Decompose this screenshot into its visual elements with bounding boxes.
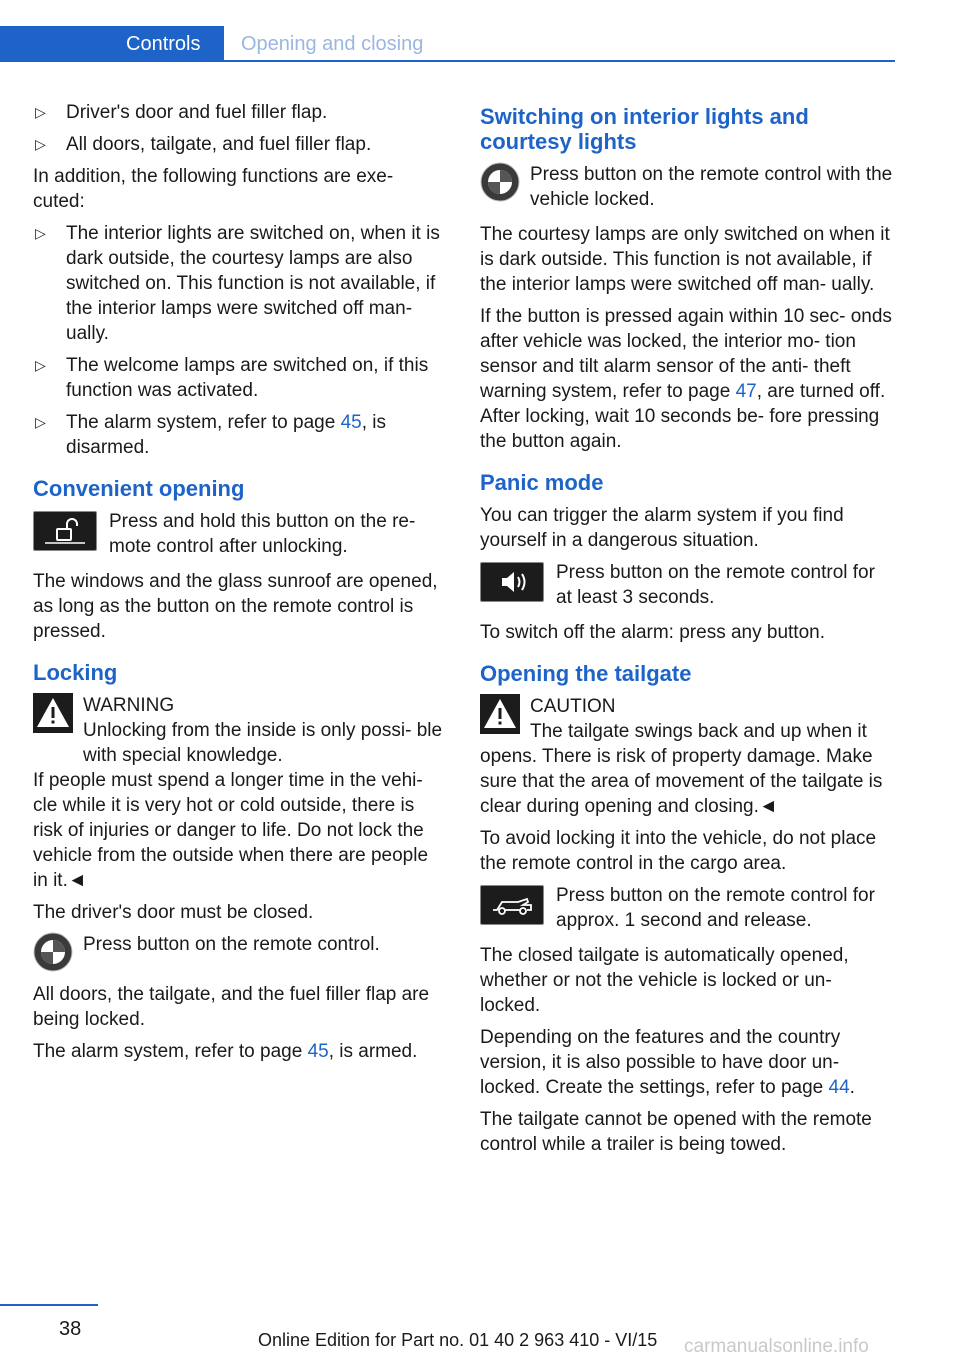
list-triangle-icon: ▷ xyxy=(35,104,46,120)
edition-text: Online Edition for Part no. 01 40 2 963 410 - VI/15 xyxy=(258,1330,658,1350)
convenient-button-text: Press and hold this button on the re‐ mote control after unlocking. xyxy=(109,511,416,557)
lights-button-text: Press button on the remote control with the vehicle locked. xyxy=(530,164,893,210)
lock-button-row xyxy=(33,932,448,972)
page-header xyxy=(0,26,895,62)
warning-triangle-icon xyxy=(33,693,73,733)
list-item: ▷ Driver's door and fuel filler flap. xyxy=(35,102,328,123)
page-link-45[interactable]: 45 xyxy=(307,1041,329,1062)
tailgate-button-row xyxy=(480,883,896,933)
heading-opening-tailgate: Opening the tailgate xyxy=(480,661,692,686)
section-label[interactable]: Opening and closing xyxy=(241,33,424,55)
caution-body: opens. There is risk of property damage. Make sure that the area of movement of the tailgate is clear during opening and closing.◄ xyxy=(480,746,883,817)
list-item: ▷ The alarm system, refer to page 45, is disarmed. xyxy=(35,412,386,458)
heading-interior-lights: Switching on interior lights and courtesy lights xyxy=(480,104,809,154)
tailgate-car-icon xyxy=(480,885,544,925)
functions-list xyxy=(33,221,448,460)
panic-button-row xyxy=(480,560,896,610)
list-triangle-icon: ▷ xyxy=(35,136,46,152)
functions-intro: In addition, the following functions are exe‐ cuted: xyxy=(33,166,394,212)
tailgate-body-1: The closed tailgate is automatically opened, whether or not the vehicle is locked or un‐ locked. xyxy=(480,945,849,1016)
heading-locking: Locking xyxy=(33,660,118,685)
chapter-tab[interactable] xyxy=(0,26,224,62)
armed-text: The alarm system, refer to page 45, is armed. xyxy=(33,1041,418,1062)
warning-triangle-icon xyxy=(480,694,520,734)
convenient-body: The windows and the glass sunroof are opened, as long as the button on the remote control is pressed. xyxy=(33,571,438,642)
caution-text: The tailgate swings back and up when it xyxy=(530,721,867,742)
tailgate-button-text: Press button on the remote control for approx. 1 second and release. xyxy=(556,885,875,931)
tailgate-body-3: The tailgate cannot be opened with the remote control while a trailer is being towed. xyxy=(480,1109,872,1155)
heading-panic-mode: Panic mode xyxy=(480,470,604,495)
caution-block xyxy=(480,694,896,744)
page-link-47[interactable]: 47 xyxy=(735,381,757,402)
avoid-text: To avoid locking it into the vehicle, do not place the remote control in the cargo area. xyxy=(480,828,877,874)
chapter-label: Controls xyxy=(126,33,201,55)
page-link-44[interactable]: 44 xyxy=(828,1077,850,1098)
page-number: 38 xyxy=(59,1318,82,1340)
panic-button-text: Press button on the remote control for at least 3 seconds. xyxy=(556,562,875,608)
list-item: ▷ All doors, tailgate, and fuel filler flap. xyxy=(35,134,372,155)
caution-label: CAUTION xyxy=(530,696,616,717)
lights-body-1: The courtesy lamps are only switched on when it is dark outside. This function is not available, if the interior lamps were switched off man‐ ually. xyxy=(480,224,890,295)
warning-label: WARNING xyxy=(83,695,175,716)
bmw-logo-icon xyxy=(33,932,73,972)
lights-body-2: If the button is pressed again within 10 sec‐ onds after vehicle was locked, the interior mo‐ tion sensor and tilt alarm sensor of the anti‐ theft warning system, refer to page 47, are turned off. After locking, wait 10 seconds be‐ fore pressing the button again. xyxy=(480,306,892,452)
warning-text: Unlocking from the inside is only possi‐ ble with special knowledge. xyxy=(83,720,443,766)
footer-rule xyxy=(0,1304,98,1306)
panic-speaker-icon xyxy=(480,562,544,602)
panic-body: You can trigger the alarm system if you find yourself in a dangerous situation. xyxy=(480,505,844,551)
lights-button-row xyxy=(480,162,896,212)
list-item: ▷ The interior lights are switched on, when it is dark outside, the courtesy lamps are also switched on. This function is not available, if the interior lamps were switched off man‐ ually. xyxy=(35,223,440,344)
heading-convenient-opening: Convenient opening xyxy=(33,476,245,501)
header-rule xyxy=(224,60,895,62)
lock-button-text: Press button on the remote control. xyxy=(83,934,380,955)
locked-body: All doors, the tailgate, and the fuel filler flap are being locked. xyxy=(33,984,430,1030)
list-item: ▷ The welcome lamps are switched on, if this function was activated. xyxy=(35,355,429,401)
unlock-key-icon xyxy=(33,511,97,551)
door-list xyxy=(33,100,448,157)
warning-body: If people must spend a longer time in the vehi‐ cle while it is very hot or cold outside, there is risk of injuries or danger to life. Do not lock the vehicle from the outside when there are people in it.◄ xyxy=(33,770,429,891)
list-triangle-icon: ▷ xyxy=(35,357,46,373)
left-column xyxy=(33,100,448,1071)
door-closed-text: The driver's door must be closed. xyxy=(33,902,314,923)
panic-off-text: To switch off the alarm: press any button. xyxy=(480,622,825,643)
warning-block xyxy=(33,693,448,768)
list-triangle-icon: ▷ xyxy=(35,225,46,241)
watermark: carmanualsonline.info xyxy=(684,1336,869,1357)
tailgate-body-2: Depending on the features and the country version, it is also possible to have door un‐ locked. Create the settings, refer to page 44. xyxy=(480,1027,855,1098)
page-link-45[interactable]: 45 xyxy=(340,412,362,433)
right-column xyxy=(480,100,896,1164)
convenient-button-row xyxy=(33,509,448,559)
bmw-logo-icon xyxy=(480,162,520,202)
list-triangle-icon: ▷ xyxy=(35,414,46,430)
